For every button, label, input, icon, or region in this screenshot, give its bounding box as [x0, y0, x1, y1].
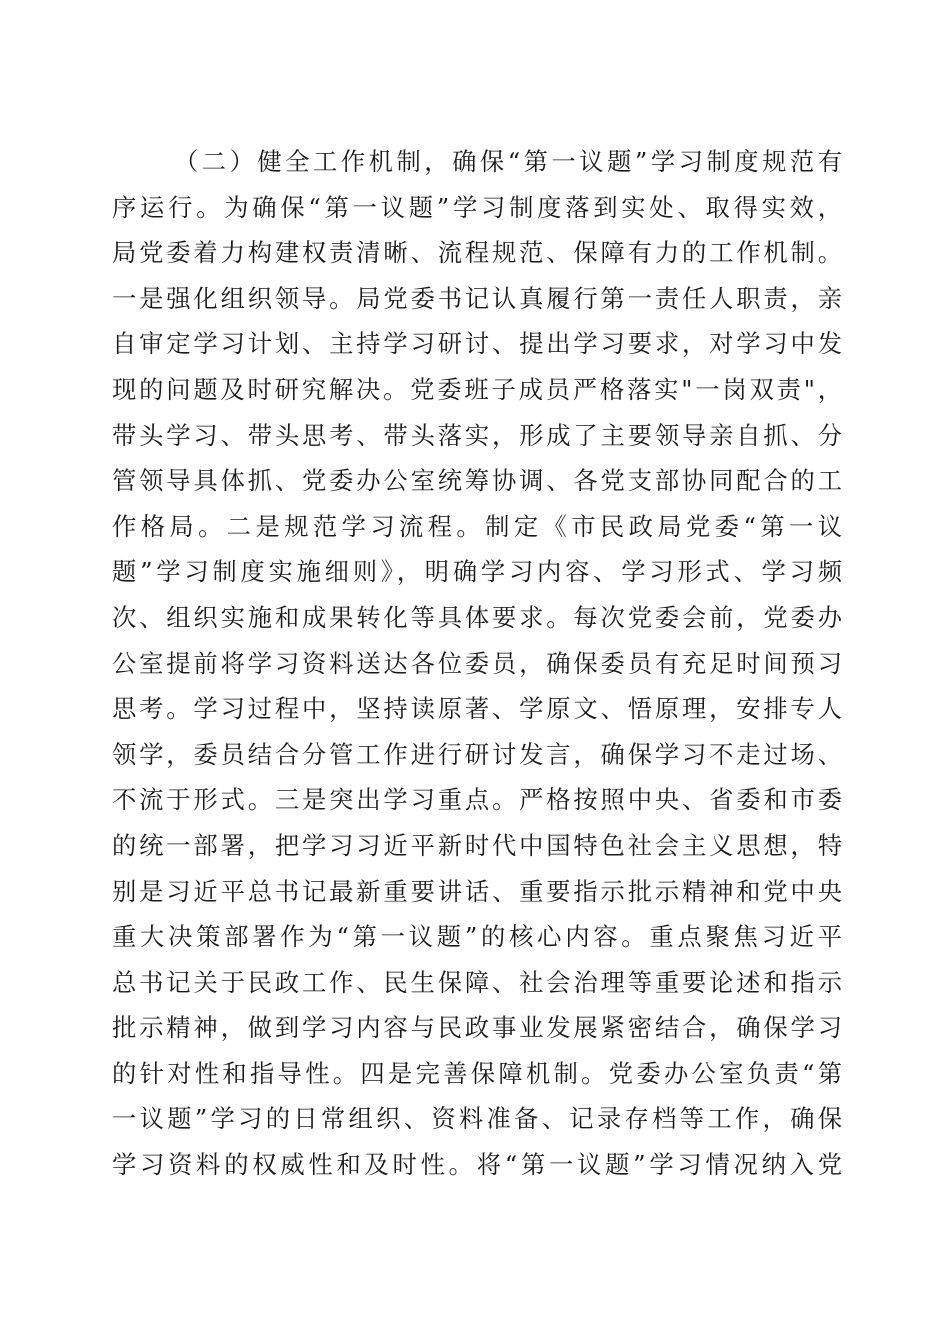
text-line: 一是强化组织领导。局党委书记认真履行第一责任人职责，亲 [112, 283, 842, 313]
text-line: 管领导具体抓、党委办公室统筹协调、各党支部协同配合的工 [112, 466, 842, 496]
text-line: 次、组织实施和成果转化等具体要求。每次党委会前，党委办 [112, 602, 842, 632]
text-line: 的针对性和指导性。四是完善保障机制。党委办公室负责“第 [112, 1058, 842, 1088]
text-line: 别是习近平总书记最新重要讲话、重要指示批示精神和党中央 [112, 876, 842, 906]
text-line: 领学，委员结合分管工作进行研讨发言，确保学习不走过场、 [112, 739, 842, 769]
text-line: （二）健全工作机制，确保“第一议题”学习制度规范有 [174, 147, 842, 176]
text-line: 现的问题及时研究解决。党委班子成员严格落实"一岗双责"， [112, 374, 842, 404]
text-line: 不流于形式。三是突出学习重点。严格按照中央、省委和市委 [112, 785, 842, 815]
text-line: 公室提前将学习资料送达各位委员，确保委员有充足时间预习 [112, 648, 842, 678]
text-line: 带头学习、带头思考、带头落实，形成了主要领导亲自抓、分 [112, 420, 842, 450]
text-line: 自审定学习计划、主持学习研讨、提出学习要求，对学习中发 [112, 329, 842, 359]
text-line: 批示精神，做到学习内容与民政事业发展紧密结合，确保学习 [112, 1013, 842, 1043]
text-line: 作格局。二是规范学习流程。制定《市民政局党委“第一议 [112, 511, 842, 541]
text-line: 学习资料的权威性和及时性。将“第一议题”学习情况纳入党 [112, 1150, 842, 1180]
text-line: 局党委着力构建权责清晰、流程规范、保障有力的工作机制。 [112, 238, 842, 268]
body-paragraph [112, 139, 842, 1188]
text-line: 一议题”学习的日常组织、资料准备、记录存档等工作，确保 [112, 1104, 842, 1134]
text-line: 的统一部署，把学习习近平新时代中国特色社会主义思想，特 [112, 830, 842, 860]
text-line: 重大决策部署作为“第一议题”的核心内容。重点聚焦习近平 [112, 922, 842, 952]
text-line: 序运行。为确保“第一议题”学习制度落到实处、取得实效， [112, 192, 842, 222]
text-line: 总书记关于民政工作、民生保障、社会治理等重要论述和指示 [112, 967, 842, 997]
text-line: 思考。学习过程中，坚持读原著、学原文、悟原理，安排专人 [112, 694, 842, 724]
text-line: 题”学习制度实施细则》，明确学习内容、学习形式、学习频 [112, 557, 842, 587]
